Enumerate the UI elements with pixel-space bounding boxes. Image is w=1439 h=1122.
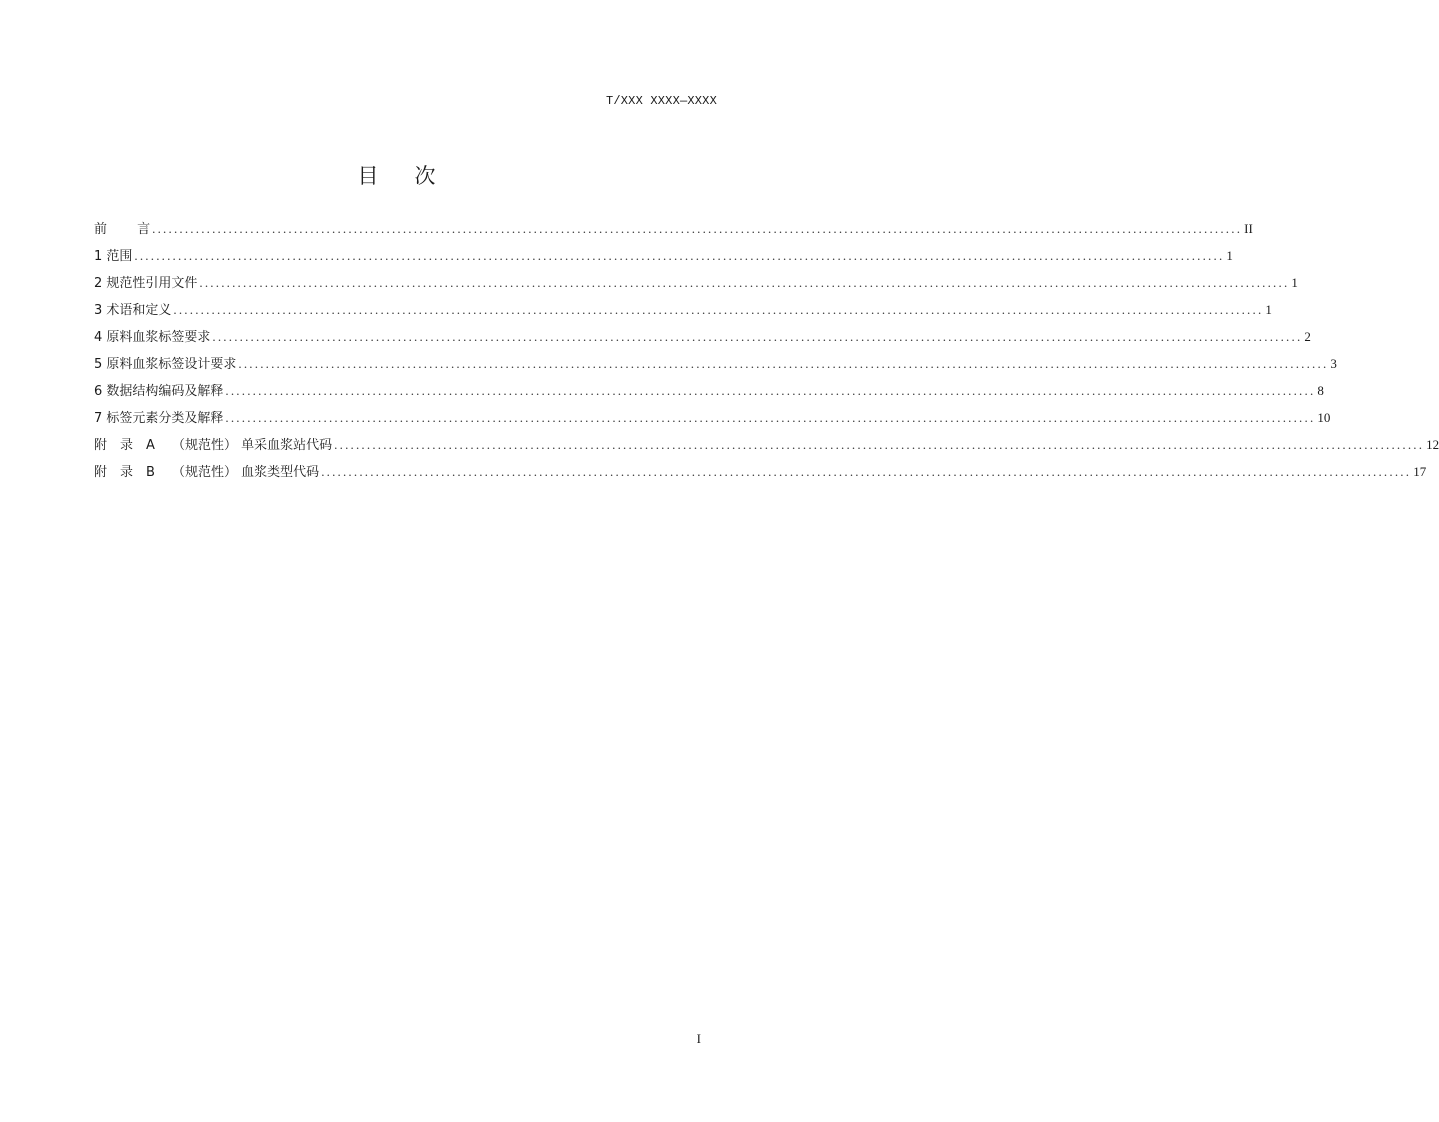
toc-entry-label-requirements[interactable] <box>94 326 1311 353</box>
toc-entry-page: 3 <box>1330 356 1337 371</box>
toc-entry-label: 3 术语和定义 <box>94 303 172 318</box>
toc-entry-label: 附 录 B （规范性） 血浆类型代码 <box>94 465 320 480</box>
toc-leader-dots: ........................................................................................................................................................................................................ <box>152 221 1243 236</box>
toc-entry-normative-references[interactable] <box>94 272 1298 299</box>
toc-entry-label-design-requirements[interactable] <box>94 353 1337 380</box>
toc-entry-page: 1 <box>1291 275 1298 290</box>
toc-entry-appendix-b[interactable] <box>94 461 1427 488</box>
document-code: T/XXX XXXX—XXXX <box>605 94 717 108</box>
toc-entry-label: 5 原料血浆标签设计要求 <box>94 357 237 372</box>
toc-entry-page: II <box>1244 221 1253 236</box>
toc-entry-label: 7 标签元素分类及解释 <box>94 411 224 426</box>
title-part-2: 次 <box>414 164 436 188</box>
toc-entry-label: 2 规范性引用文件 <box>94 276 198 291</box>
toc-entry-page: 8 <box>1317 383 1324 398</box>
toc-leader-dots: ........................................................................................................................................................................................................ <box>212 329 1303 344</box>
toc-entry-label: 1 范围 <box>94 249 133 264</box>
table-of-contents <box>94 218 1439 488</box>
toc-leader-dots: ........................................................................................................................................................................................................ <box>134 248 1225 263</box>
page-number: I <box>696 1031 701 1046</box>
toc-entry-label: 附 录 A （规范性） 单采血浆站代码 <box>94 438 333 453</box>
toc-entry-page: 10 <box>1317 410 1331 425</box>
toc-entry-terms-definitions[interactable] <box>94 299 1272 326</box>
toc-entry-label: 4 原料血浆标签要求 <box>94 330 211 345</box>
toc-leader-dots: ........................................................................................................................................................................................................ <box>321 464 1412 479</box>
toc-entry-scope[interactable] <box>94 245 1233 272</box>
toc-leader-dots: ........................................................................................................................................................................................................ <box>199 275 1290 290</box>
toc-entry-appendix-a[interactable] <box>94 434 1439 461</box>
toc-entry-label: 前 言 <box>94 222 151 237</box>
toc-leader-dots: ........................................................................................................................................................................................................ <box>334 437 1425 452</box>
toc-entry-page: 1 <box>1226 248 1233 263</box>
toc-leader-dots: ........................................................................................................................................................................................................ <box>173 302 1264 317</box>
toc-entry-page: 1 <box>1265 302 1272 317</box>
toc-entry-page: 12 <box>1426 437 1439 452</box>
title-part-1: 目 <box>357 164 379 188</box>
toc-leader-dots: ........................................................................................................................................................................................................ <box>225 410 1316 425</box>
toc-entry-label-element-classification[interactable] <box>94 407 1331 434</box>
page-title <box>0 160 793 190</box>
toc-entry-foreword[interactable] <box>94 218 1253 245</box>
toc-entry-data-structure-coding[interactable] <box>94 380 1324 407</box>
toc-leader-dots: ........................................................................................................................................................................................................ <box>225 383 1316 398</box>
toc-leader-dots: ........................................................................................................................................................................................................ <box>238 356 1329 371</box>
toc-entry-label: 6 数据结构编码及解释 <box>94 384 224 399</box>
toc-entry-page: 17 <box>1413 464 1427 479</box>
toc-entry-page: 2 <box>1304 329 1311 344</box>
